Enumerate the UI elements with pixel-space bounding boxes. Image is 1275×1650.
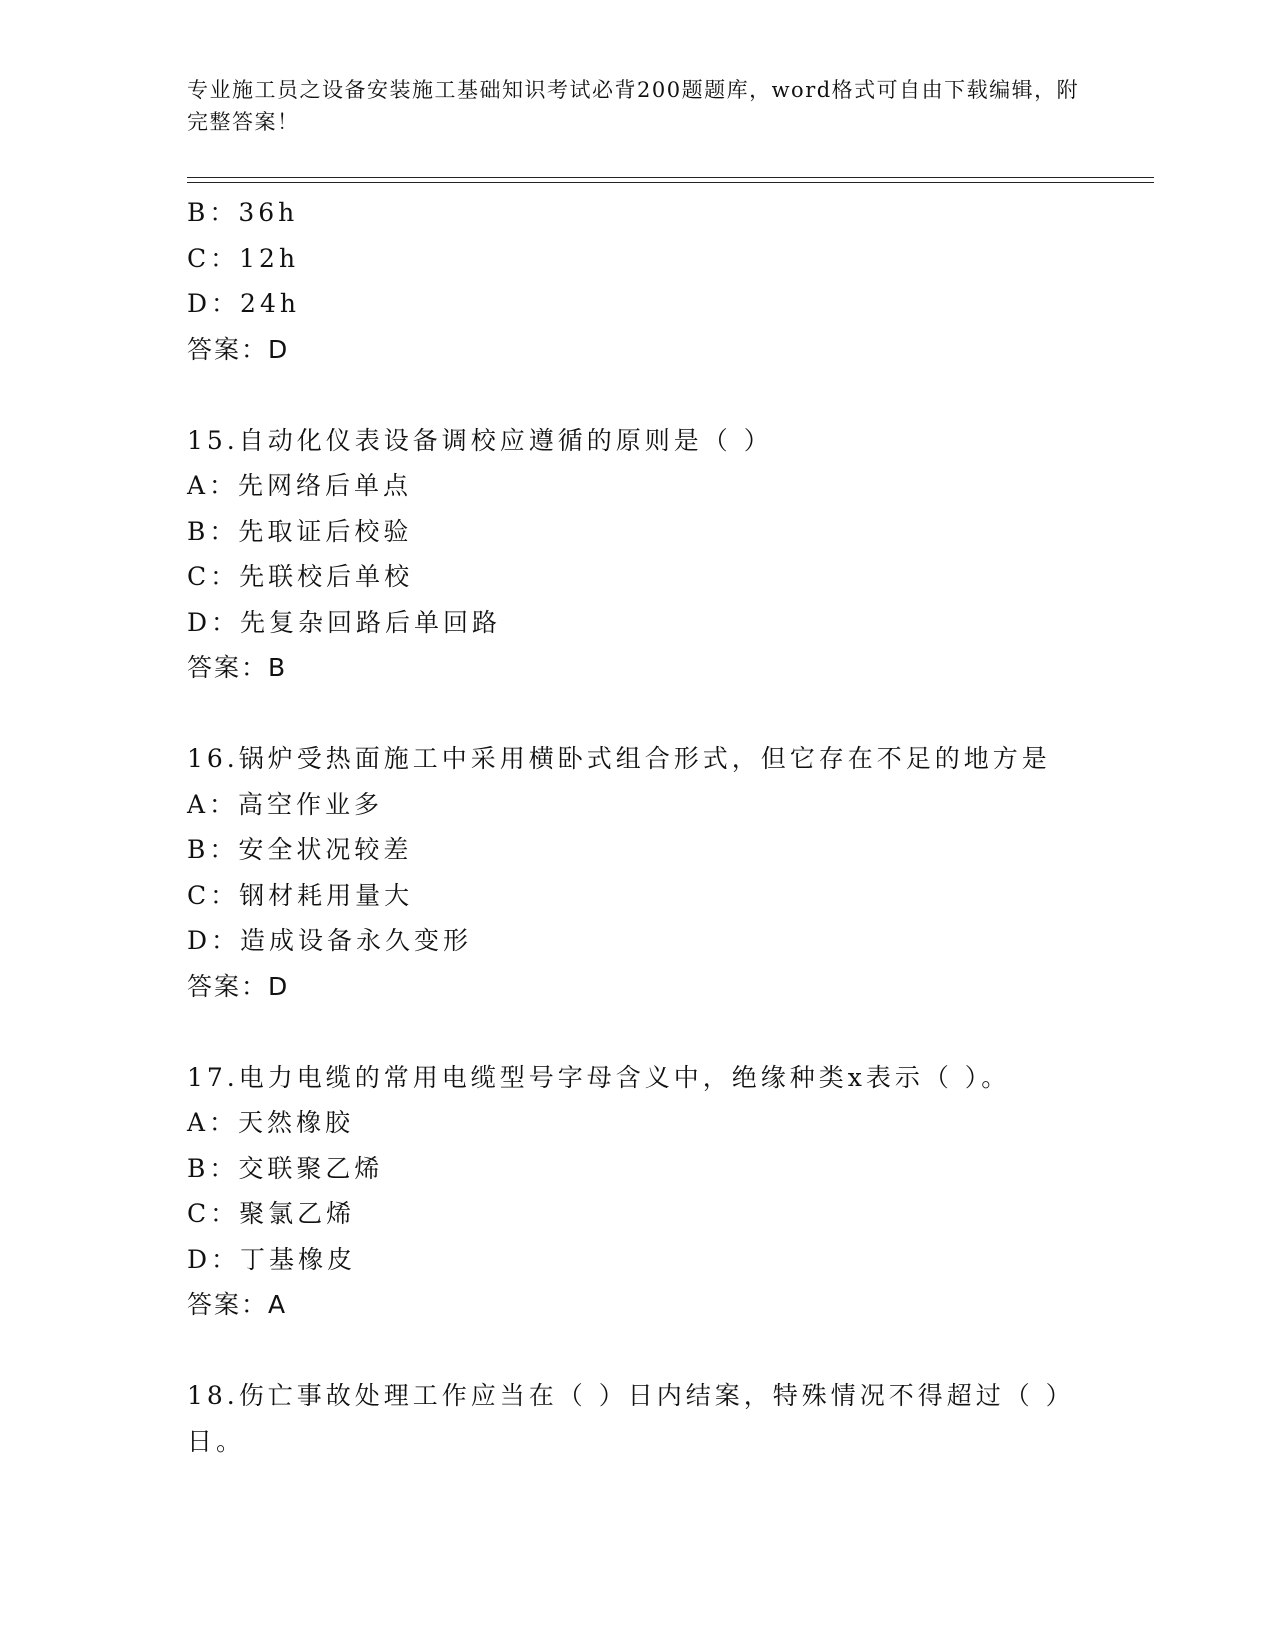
option-d: D：造成设备永久变形 bbox=[187, 926, 473, 955]
header-divider-bottom bbox=[187, 182, 1154, 183]
option-d: D：先复杂回路后单回路 bbox=[187, 607, 502, 637]
option-b: B：36h bbox=[187, 198, 299, 227]
question-stem: 16.锅炉受热面施工中采用横卧式组合形式，但它存在不足的地方是 bbox=[187, 744, 1051, 773]
option-b: B：交联聚乙烯 bbox=[187, 1153, 384, 1183]
option-b: B：先取证后校验 bbox=[187, 516, 413, 546]
header-divider-top bbox=[187, 177, 1154, 178]
question-stem: 15.自动化仪表设备调校应遵循的原则是（ ） bbox=[187, 425, 773, 455]
option-c: C：先联校后单校 bbox=[187, 562, 414, 591]
answer: 答案：B bbox=[187, 653, 288, 682]
document-body bbox=[187, 190, 1117, 1464]
question-17 bbox=[187, 1055, 1117, 1328]
question-16 bbox=[187, 736, 1117, 1009]
question-18 bbox=[187, 1373, 1117, 1464]
option-a: A：高空作业多 bbox=[187, 789, 384, 819]
option-c: C：12h bbox=[187, 243, 300, 273]
question-15 bbox=[187, 418, 1117, 691]
answer: 答案：D bbox=[187, 971, 290, 1001]
option-b: B：安全状况较差 bbox=[187, 835, 413, 864]
option-a: A：天然橡胶 bbox=[187, 1108, 355, 1137]
option-d: D：24h bbox=[187, 289, 300, 318]
option-d: D：丁基橡皮 bbox=[187, 1244, 357, 1274]
option-a: A：先网络后单点 bbox=[187, 471, 413, 500]
question-stem: 17.电力电缆的常用电缆型号字母含义中，绝缘种类x表示（ ）。 bbox=[187, 1062, 1011, 1092]
question-stem: 18.伤亡事故处理工作应当在（ ）日内结案，特殊情况不得超过（ ）日。 bbox=[187, 1381, 1075, 1456]
answer: 答案：D bbox=[187, 334, 290, 364]
option-c: C：聚氯乙烯 bbox=[187, 1199, 356, 1228]
page-header-title: 专业施工员之设备安装施工基础知识考试必背200题题库，word格式可自由下载编辑，附完整答案！ bbox=[187, 78, 1080, 134]
answer: 答案：A bbox=[187, 1290, 288, 1319]
partial-question bbox=[187, 190, 1117, 372]
option-c: C：钢材耗用量大 bbox=[187, 880, 414, 910]
